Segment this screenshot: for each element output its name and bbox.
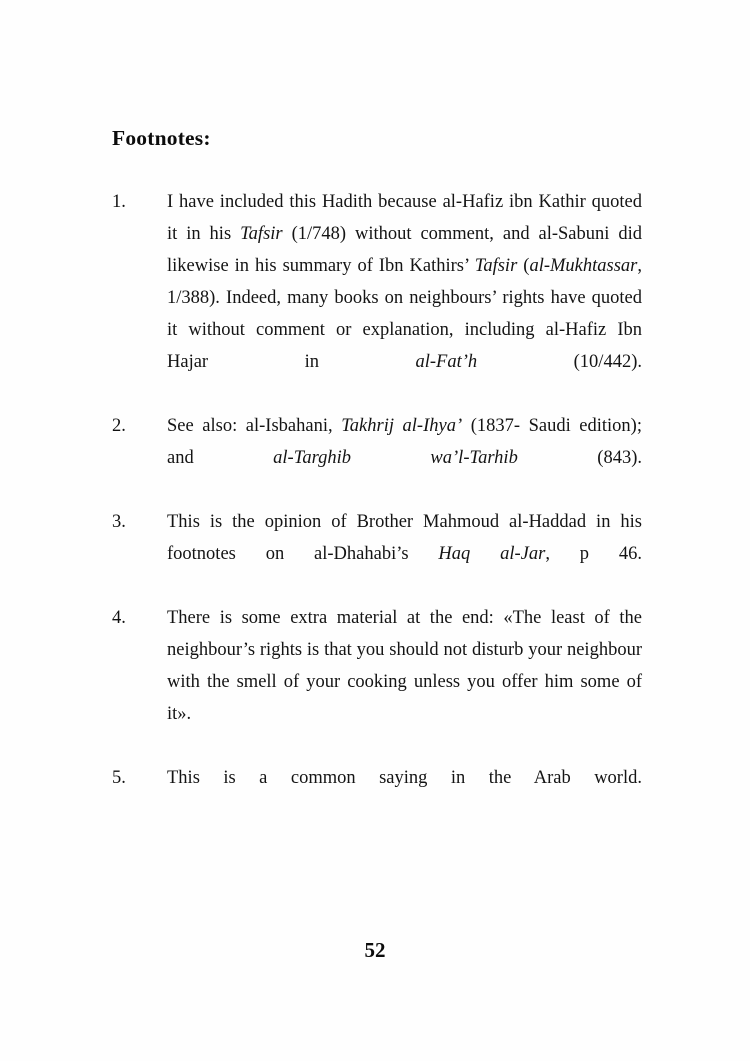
footnotes-list	[112, 186, 642, 826]
footnote-title-italic: Takhrij al-Ihya’	[341, 416, 463, 436]
footnote-title-italic: al-Mukhtassar	[529, 256, 638, 276]
footnote-item	[112, 410, 642, 506]
footnote-number: 3.	[112, 512, 126, 532]
footnote-number: 4.	[112, 608, 126, 628]
footnote-title-italic: al-Fat’h	[415, 352, 478, 372]
footnote-title-italic: Tafsir	[474, 256, 518, 276]
footnote-text: I have included this Hadith because al-Hafiz ibn Kathir quoted it in his Tafsir (1/748) without comment, and al-Sabuni did likewise in his summary of Ibn Kathirs’ Tafsir (al-Mukhtassar, 1/388). Indeed, many books on neighbours’ rights have quoted it without comment or explanation, including al-Hafiz Ibn Hajar in al-Fat’h (10/442).	[167, 192, 642, 372]
page-number: 52	[364, 938, 386, 962]
footnote-number: 2.	[112, 416, 126, 436]
footnote-item	[112, 762, 642, 826]
footnote-item	[112, 602, 642, 762]
footnote-number: 1.	[112, 192, 126, 212]
footnote-number: 5.	[112, 768, 126, 788]
footnote-title-italic: al-Targhib wa’l-Tarhib	[273, 448, 518, 468]
footnote-text: This is a common saying in the Arab world.	[167, 768, 642, 788]
footnote-text: See also: al-Isbahani, Takhrij al-Ihya’ (1837- Saudi edition); and al-Targhib wa’l-Tarhib (843).	[167, 416, 642, 468]
page-title: Footnotes:	[112, 126, 211, 150]
footnote-text: There is some extra material at the end: «The least of the neighbour’s rights is that you should not disturb your neighbour with the smell of your cooking unless you offer him some of it».	[167, 608, 642, 724]
footnote-item	[112, 506, 642, 602]
footnote-title-italic: Haq al-Jar	[438, 544, 546, 564]
footnote-title-italic: Tafsir	[240, 224, 283, 244]
footnote-item	[112, 186, 642, 410]
footnote-text: This is the opinion of Brother Mahmoud al-Haddad in his footnotes on al-Dhahabi’s Haq al-Jar, p 46.	[167, 512, 643, 564]
